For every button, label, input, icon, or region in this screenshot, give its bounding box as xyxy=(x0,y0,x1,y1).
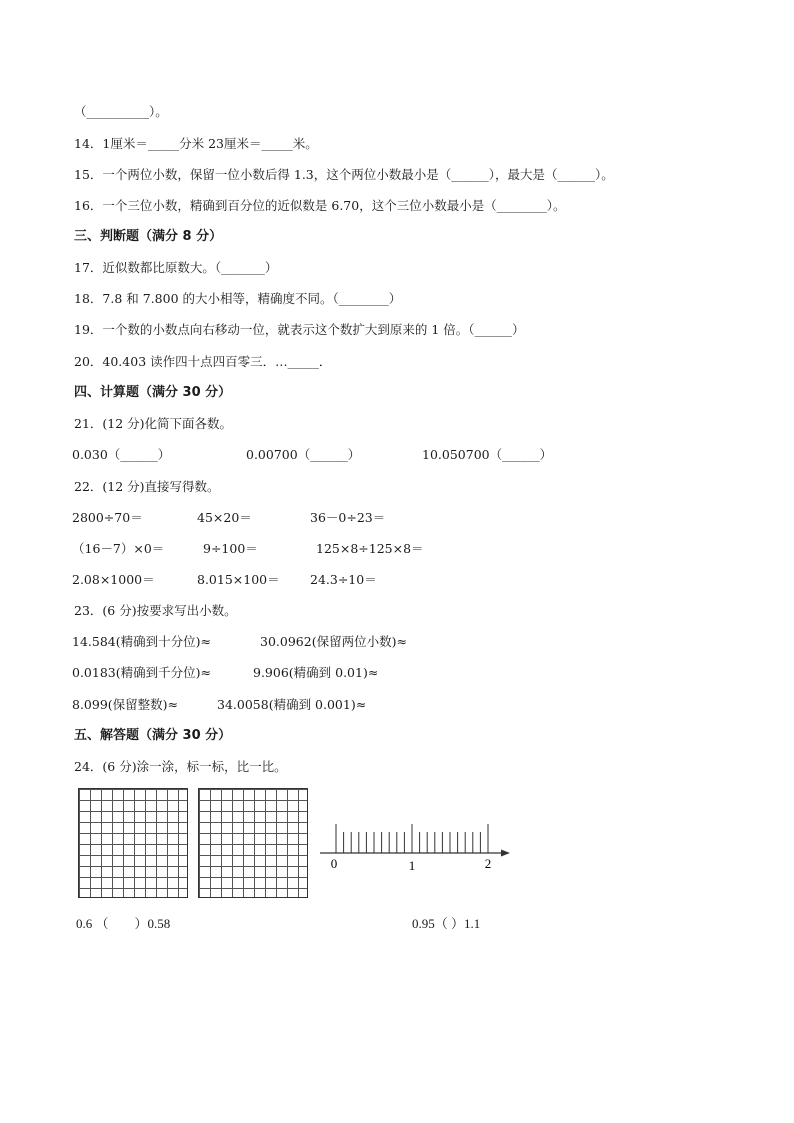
number-line-label: 1 xyxy=(408,858,416,873)
q23-item: 0.0183(精确到千分位)≈ xyxy=(72,665,211,680)
q23-item: 9.906(精确到 0.01)≈ xyxy=(253,665,379,680)
question-24: 24．(6 分)涂一涂，标一标，比一比。 xyxy=(74,759,287,774)
question-18: 18．7.8 和 7.800 的大小相等，精确度不同。（________） xyxy=(74,291,402,306)
q22-item: （16－7）×0＝ xyxy=(72,541,165,556)
question-19: 19．一个数的小数点向右移动一位，就表示这个数扩大到原来的 1 倍。（______） xyxy=(74,322,525,337)
q22-item: 36－0÷23＝ xyxy=(310,510,386,525)
section-5-heading: 五、解答题（满分 30 分） xyxy=(74,728,232,743)
q23-item: 14.584(精确到十分位)≈ xyxy=(72,634,211,649)
compare-left: 0.6 （ ）0.58 xyxy=(76,916,171,931)
q22-item: 2.08×1000＝ xyxy=(72,572,155,587)
q22-item: 45×20＝ xyxy=(197,510,252,525)
q22-item: 2800÷70＝ xyxy=(72,510,143,525)
section-4-heading: 四、计算题（满分 30 分） xyxy=(74,385,232,400)
q22-item: 24.3÷10＝ xyxy=(310,572,377,587)
q23-item: 30.0962(保留两位小数)≈ xyxy=(260,634,407,649)
question-17: 17．近似数都比原数大。（_______） xyxy=(74,260,278,275)
question-20: 20．40.403 读作四十点四百零三．…_____． xyxy=(74,354,332,369)
hundred-grid-right xyxy=(198,788,308,898)
number-line-label: 2 xyxy=(484,856,492,871)
question-21: 21．(12 分)化简下面各数。 xyxy=(74,416,233,431)
q21-item: 0.030（______） xyxy=(72,447,171,462)
question-14: 14．1厘米＝_____分米 23厘米＝_____米。 xyxy=(74,136,318,151)
number-line xyxy=(318,818,518,874)
q22-item: 8.015×100＝ xyxy=(197,572,280,587)
question-22: 22．(12 分)直接写得数。 xyxy=(74,479,220,494)
q22-item: 9÷100＝ xyxy=(203,541,258,556)
q22-item: 125×8÷125×8＝ xyxy=(316,541,424,556)
number-line-label: 0 xyxy=(330,856,338,871)
section-3-heading: 三、判断题（满分 8 分） xyxy=(74,229,223,244)
compare-right: 0.95（ ）1.1 xyxy=(412,916,481,931)
q23-item: 8.099(保留整数)≈ xyxy=(72,697,179,712)
question-23: 23．(6 分)按要求写出小数。 xyxy=(74,603,237,618)
q23-item: 34.0058(精确到 0.001)≈ xyxy=(217,697,367,712)
q21-item: 0.00700（______） xyxy=(246,447,361,462)
q21-item: 10.050700（______） xyxy=(422,447,553,462)
question-16: 16．一个三位小数，精确到百分位的近似数是 6.70，这个三位小数最小是（________）。 xyxy=(74,198,566,213)
arrow-icon xyxy=(501,850,510,857)
line-13-tail: （__________）。 xyxy=(74,104,168,119)
question-15: 15．一个两位小数，保留一位小数后得 1.3，这个两位小数最小是（______），最大是（______）。 xyxy=(74,167,614,182)
hundred-grid-left xyxy=(78,788,188,898)
